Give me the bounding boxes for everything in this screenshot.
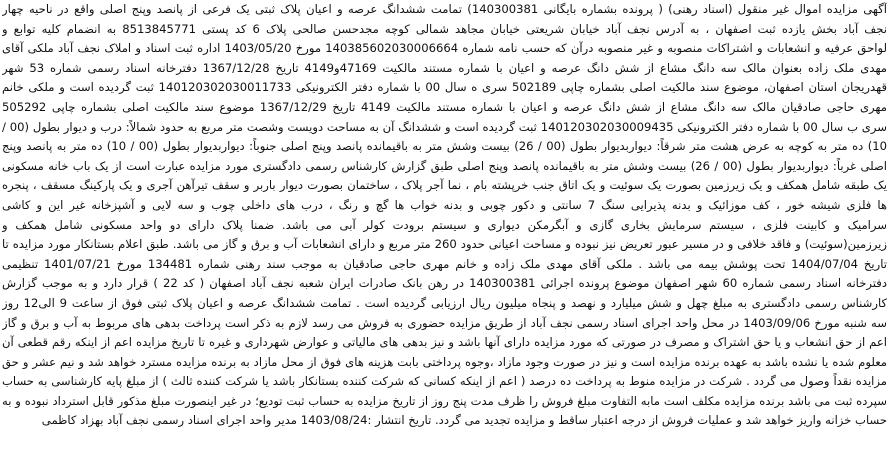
- notice-line: اصلی غرباً: دیواربدیوار بطول (00 / 26) بیست وشش متر به باقیمانده پانصد وپنج اصلی طبق گزارش کارشناس رسمی دادگستری مورد مزایده عبارت است از یک باب خانه مسکونی: [2, 158, 887, 173]
- notice-line: 10) ده متر به کوچه به عرض هشت متر شرقاً: دیواربدیوار بطول (00 / 26) بیست وشش متر به باقیمانده پانصد وپنج اصلی جنوباً: دیواربدیوار بطول (00 / 10) ده متر به پانصد وپنج: [2, 139, 887, 154]
- notice-line: لواحق عرفیه و انشعابات و اشتراکات منصوبه و غیر منصوبه درآن که حسب نامه شماره 140385602030006664 مورخ 1403/05/20 اداره ثبت اسناد و املاک نجف آباد ملکی آقای: [2, 41, 887, 56]
- notice-line: دفترخانه اسناد رسمی شماره 60 شهر اصفهان موضوع پرونده اجرائی 140300381 در رهن بانک صادرات ایران شعبه نجف آباد اصفهان ( کد 22 ) قرار دارد و به موجب گزارش: [2, 276, 887, 291]
- notice-line: آگهی مزایده اموال غیر منقول (اسناد رهنی) ( پرونده بشماره بایگانی 140300381) تمامت ششدانگ عرصه و اعیان پلاک ثبتی یک فرعی از پانصد وپنج اصلی واقع در ناحیه چهار: [2, 2, 887, 16]
- notice-line: مزایده نقداً وصول می گردد . شرکت در مزایده منوط به پرداخت ده درصد ( اعم از اینکه کسانی که شرکت کننده بستانکار باشد یا شرکت کننده ثالث ) از مبلغ پایه کارشناسی به حساب: [2, 374, 887, 389]
- notice-line: زیرزمین(سوئیت) و فاقد خلافی و در مسیر عبور تعریض نیز نبوده و مساحت اعیانی حدود 260 متر مربع و دارای انشعابات آب و برق و گاز می باشد. طبق اعلام بستانکار مورد مزایده تا: [2, 237, 887, 252]
- notice-line: حساب خزانه واریز خواهد شد و عملیات فروش از درجه اعتبار ساقط و مزایده تجدید می گردد. تاریخ انتشار :1403/08/24 مدیر واحد اجرای اسناد رسمی نجف آباد بهزاد کاظمی: [41, 413, 887, 428]
- notice-line: نجف آباد بخش یازده ثبت اصفهان ، به آدرس نجف آباد خیابان شریعتی خیابان مجاهد شمالی کوچه مجدحسن صالحی پلاک 6 کد پستی 8513845771 به انضمام کلیه توابع و: [2, 21, 887, 36]
- notice-line: سرامیک و کابینت فلزی ، سیستم سرمایش بخاری گازی و آبگرمکن دیواری و سیستم برودت کولر آبی می باشد. ضمنا پلاک دارای دو واحد مسکونی شامل همکف و: [2, 217, 887, 232]
- notice-line: معلوم شده یا نشده باشد به عهده برنده مزایده است و نیز در صورت وجود مازاد ،وجوه پرداختی بابت هزینه های فوق از محل مازاد به برنده مزایده مسترد خواهد شد و نیم عشر و حق: [2, 354, 887, 369]
- notice-line: یک طبقه شامل همکف و یک زیرزمین بصورت یک سوئیت و یک اتاق جنب خرپشته بام ، نما آجر پلاک ، ساختمان بصورت دیوار باربر و سقف تیرآهن آجری و یک پارکینگ مسقف ، پنجره: [2, 178, 887, 193]
- notice-line: تاریخ 1404/07/04 تحت پوشش بیمه می باشد . ملکی آقای مهدی ملک زاده و خانم مهری حاجی صادقیان به موجب سند رهنی شماره 134481 مورخ 1401/07/21 تنظیمی: [2, 256, 887, 271]
- notice-line: ها فلزی شیشه خور ، کف موزائیک و بدنه پذیرایی سنگ 7 سانتی و دکور چوبی و بدنه خواب ها گچ و رنگ ، درب های داخلی چوب و سه لایی و آشپزخانه غیر این و کاشی: [2, 197, 887, 212]
- notice-line: سپرده ثبت می باشد برنده مزایده مکلف است مابه التفاوت مبلغ فروش را ظرف مدت پنج روز از تاریخ مزایده به حساب ثبت تودیع؛ در غیر اینصورت مبلغ مذکور قابل استرداد نبوده و به: [2, 393, 887, 408]
- notice-line: سری ب سال 00 با شماره دفتر الکترونیکی 140120302030009435 ثبت گردیده است و ششدانگ آن به مساحت دویست وشصت متر مربع به حدود شمالاً: درب و دیوار بطول (00 /: [2, 119, 887, 134]
- notice-line: مهدی ملک زاده بعنوان مالک سه دانگ مشاع از شش دانگ عرصه و اعیان با شماره مستند مالکیت 47169و4149 تاریخ 1367/12/28 دفترخانه اسناد رسمی شماره 53 شهر: [2, 60, 887, 75]
- notice-line: کارشناس رسمی دادگستری به مبلغ چهل و شش میلیارد و نهصد و پنجاه میلیون ریال ارزیابی گردیده است . تمامت ششدانگ عرصه و اعیان پلاک ثبتی فوق از ساعت 9 الی12 روز: [2, 295, 887, 310]
- notice-line: اعم از حق انشعاب و یا حق اشتراک و مصرف در صورتی که مورد مزایده دارای آنها باشد و نیز بدهی های مالیاتی و عوارض شهرداری و غیره تا تاریخ مزایده اعم از اینکه رقم قطعی آن: [2, 335, 887, 350]
- notice-line: سه شنبه مورخ 1403/09/06 در محل واحد اجرای اسناد رسمی نجف آباد از طریق مزایده حضوری به فروش می رسد لازم به ذکر است پرداخت بدهی های مربوط به آب و برق و گاز: [2, 315, 887, 330]
- notice-line: مهری حاجی صادقیان مالک سه دانگ مشاع از شش دانگ عرصه و اعیان با شماره مستند مالکیت 4149 تاریخ 1367/12/29 موضوع سند مالکیت اصلی بشماره چاپی 505292: [2, 99, 887, 114]
- notice-line: قهدریجان استان اصفهان، موضوع سند مالکیت اصلی بشماره چاپی 502189 سری ه سال 00 با شماره دفتر الکترونیکی 140120302030011733 ثبت گردیده است و ملکی خانم: [2, 80, 887, 95]
